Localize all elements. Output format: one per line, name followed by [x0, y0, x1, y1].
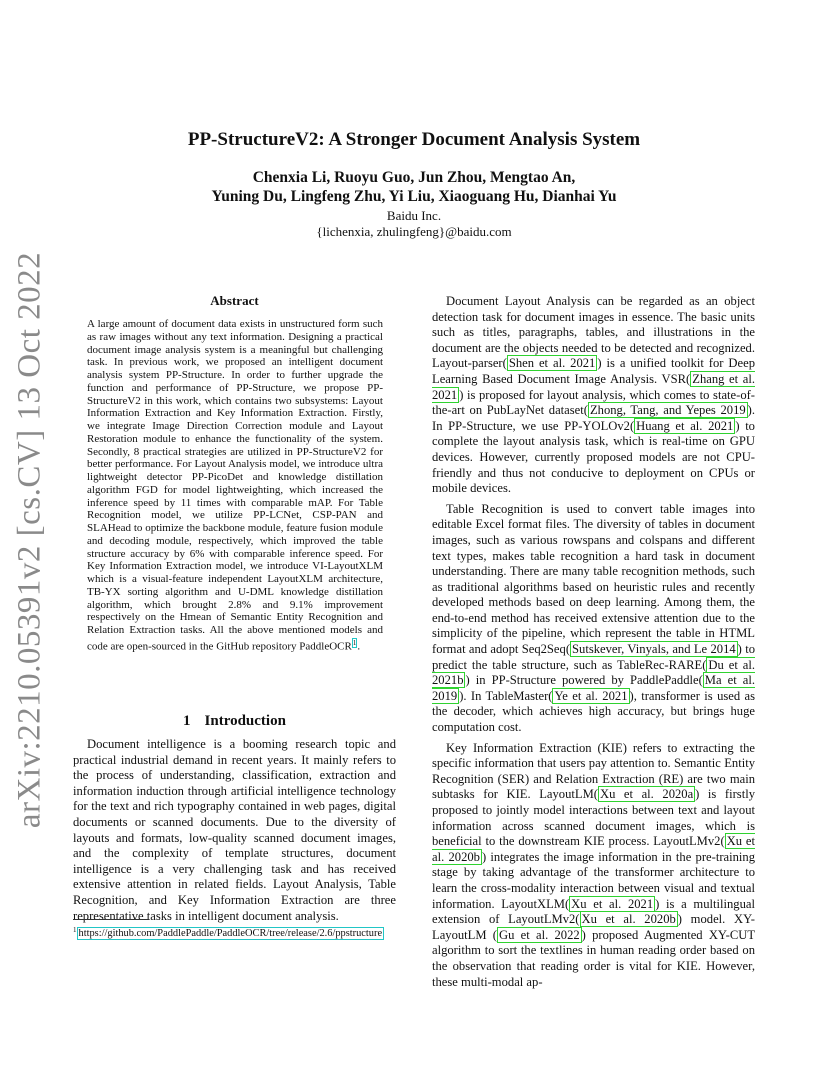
text-run: ) to predict the table structure, such as TableRec-RARE(	[432, 642, 755, 672]
citation-link[interactable]: Shen et al. 2021	[508, 356, 596, 371]
affiliation: Baidu Inc.	[386, 208, 442, 223]
section-heading	[73, 713, 396, 730]
text-run: ) is proposed for layout analysis, which comes to state-of-the-art on PubLayNet dataset(	[432, 387, 755, 418]
footnote-mark: 1	[73, 926, 77, 934]
text-run: ) is firstly proposed to jointly model interactions between text and layout information across scanned document images, which is beneficial to the downstream KIE process. LayoutLMv2(	[432, 787, 755, 849]
footnote-marker-link[interactable]: 1	[352, 638, 357, 647]
citation-link[interactable]: Ye et al. 2021	[554, 688, 628, 703]
text-run: ), transformer is used as the decoder, which achieves high accuracy, but brings huge computation cost.	[432, 688, 756, 735]
section-title: Introduction	[204, 713, 286, 729]
table-recognition-paragraph	[432, 502, 755, 736]
text-run: ) in PP-Structure powered by PaddlePaddle(	[465, 673, 703, 688]
text-run: ). In PP-Structure, we use PP-YOLOv2(	[432, 403, 756, 433]
layout-analysis-paragraph	[432, 294, 755, 497]
abstract-body: A large amount of document data exists in unstructured form such as raw images without any text information. Designing a practical document image analysis system is a meaningful but challenging task. In previous work, we proposed an intelligent document analysis system PP-Structure. In order to further upgrade the function and performance of PP-Structure, we propose PP-StructureV2 in this work, which contains two subsystems: Layout Information Extraction and Key Information Extraction. Firstly, we integrate Image Direction Correction module and Layout Restoration module to enhance the functionality of the system. Secondly, 8 practical strategies are utilized in PP-StructureV2 for better performance. For Layout Analysis model, we introduce ultra lightweight detector PP-PicoDet and knowledge distillation algorithm FGD for model lightweighting, which increased the inference speed by 11 times with comparable mAP. For Table Recognition model, we utilize PP-LCNet, CSP-PAN and SLAHead to optimize the backbone module, feature fusion module and decoding module, respectively, which improved the table structure accuracy by 6% with comparable inference speed. For Key Information Extraction model, we introduce VI-LayoutXLM which is a visual-feature independent LayoutXLM architecture, TB-YX sorting algorithm and U-DML knowledge distillation algorithm, which brought 2.8% and 9.1% improvement respectively on the Hmean of Semantic Entity Recognition and Relation Extraction tasks. All the above mentioned models and code are open-sourced in the GitHub repository PaddleOCR$^1$.	[87, 318, 383, 653]
citation-link[interactable]: Du et al. 2021b	[432, 657, 755, 688]
footnote-url-link[interactable]: https://github.com/PaddlePaddle/PaddleOCR/tree/release/2.6/ppstructure	[78, 928, 383, 940]
section-number: 1	[183, 713, 191, 729]
citation-link[interactable]: Sutskever, Vinyals, and Le 2014	[572, 642, 736, 657]
citation-link[interactable]: Xu et al. 2021	[571, 896, 654, 911]
authors-line-1: Chenxia Li, Ruoyu Guo, Jun Zhou, Mengtao An,	[252, 169, 576, 186]
affiliation-block	[0, 208, 828, 240]
citation-link[interactable]: Zhang et al. 2021	[432, 371, 756, 402]
text-run: ) is a multilingual extension of LayoutLMv2(	[432, 896, 755, 927]
citation-link[interactable]: Gu et al. 2022	[499, 927, 580, 942]
text-run: Document Layout Analysis can be regarded as an object detection task for document images in essence. The basic units such as titles, paragraphs, tables, and illustrations in the document are the objects needed to be detected and recognized. Layout-parser(	[432, 294, 755, 371]
text-run: ) proposed Augmented XY-CUT algorithm to sort the textlines in human reading order based on the observation that reading order is vital for KIE. However, these multi-modal ap-	[432, 927, 756, 989]
text-run: ) to complete the layout analysis task, which is real-time on GPU devices. However, currently proposed models are not CPU-friendly and thus not conducive to deployment on CPUs or mobile devices.	[432, 418, 755, 496]
text-run: Table Recognition is used to convert table images into editable Excel format files. The diversity of tables in document images, such as various rowspans and colspans and different text types, makes table recognition a hard task in document understanding. There are many table recognition methods, such as traditional algorithms based on heuristic rules and recently developed methods based on deep learning. Among them, the end-to-end method has received extensive attention due to the simplicity of the pipeline, which represent the table in HTML format and adopt Seq2Seq(	[432, 501, 755, 657]
citation-link[interactable]: Ma et al. 2019	[432, 673, 755, 703]
citation-link[interactable]: Huang et al. 2021	[636, 418, 734, 433]
intro-paragraph: Document intelligence is a booming research topic and practical industrial demand in recent years. It mainly refers to the process of understanding, classification, extraction and information induction through artificial intelligence technology for the text and rich typography contained in web pages, digital documents or scanned documents. Due to the diversity of layouts and formats, low-quality scanned document images, and the complexity of template structures, document intelligence is a very challenging task and has received extensive attention in related fields. Layout Analysis, Table Recognition, and Key Information Extraction are three representative tasks in intelligent document analysis.	[73, 737, 396, 923]
text-run: ). In TableMaster(	[459, 688, 553, 703]
author-emails: {lichenxia, zhulingfeng}@baidu.com	[316, 224, 512, 239]
citation-link[interactable]: Xu et al. 2020b	[581, 912, 676, 927]
arxiv-identifier-stamp: arXiv:2210.05391v2 [cs.CV] 13 Oct 2022	[11, 251, 48, 829]
right-column	[432, 294, 755, 990]
kie-paragraph	[432, 741, 755, 991]
footnote-rule	[73, 919, 149, 920]
abstract-heading: Abstract	[210, 293, 259, 308]
introduction-body	[73, 737, 396, 924]
authors-line-2: Yuning Du, Lingfeng Zhu, Yi Liu, Xiaoguang Hu, Dianhai Yu	[211, 188, 617, 205]
paper-title: PP-StructureV2: A Stronger Document Analysis System	[187, 129, 641, 150]
citation-link[interactable]: Xu et al. 2020b	[432, 834, 755, 864]
text-run: Key Information Extraction (KIE) refers to extracting the specific information that users pay attention to. Semantic Entity Recognition (SER) and Relation Extraction (RE) are two main subtasks for KIE. LayoutLM(	[432, 740, 755, 802]
author-list	[0, 168, 828, 206]
footnote	[73, 924, 396, 940]
citation-link[interactable]: Zhong, Tang, and Yepes 2019	[589, 403, 746, 418]
text-run: ) model. XY-LayoutLM (	[432, 912, 755, 942]
text-run: ) integrates the image information in the pre-training stage by taking advantage of the transformer architecture to learn the cross-modality interaction between visual and textual information. LayoutXLM(	[432, 849, 755, 911]
abstract-text: A large amount of document data exists in unstructured form such as raw images without any text information. Designing a practical document image analysis system is a meaningful but challenging task. In previous work, we proposed an intelligent document analysis system PP-Structure. In order to further upgrade the function and performance of PP-Structure, we propose PP-StructureV2 in this work, which contains two subsystems: Layout Information Extraction and Key Information Extraction. Firstly, we integrate Image Direction Correction module and Layout Restoration module to enhance the functionality of the system. Secondly, 8 practical strategies are utilized in PP-StructureV2 for better performance. For Layout Analysis model, we introduce ultra lightweight detector PP-PicoDet and knowledge distillation algorithm FGD for model lightweighting, which increased the inference speed by 11 times with comparable mAP. For Table Recognition model, we utilize PP-LCNet, CSP-PAN and SLAHead to optimize the backbone module, feature fusion module and decoding module, respectively, which improved the table structure accuracy by 6% with comparable inference speed. For Key Information Extraction model, we introduce VI-LayoutXLM which is a visual-feature independent LayoutXLM architecture, TB-YX sorting algorithm and U-DML knowledge distillation algorithm, which brought 2.8% and 9.1% improvement respectively on the Hmean of Semantic Entity Recognition and Relation Extraction tasks. All the above mentioned models and code are open-sourced in the GitHub repository PaddleOCR	[87, 318, 383, 653]
citation-link[interactable]: Xu et al. 2020a	[599, 787, 694, 802]
text-run: ) is a unified toolkit for Deep Learning Based Document Image Analysis. VSR(	[432, 356, 755, 386]
